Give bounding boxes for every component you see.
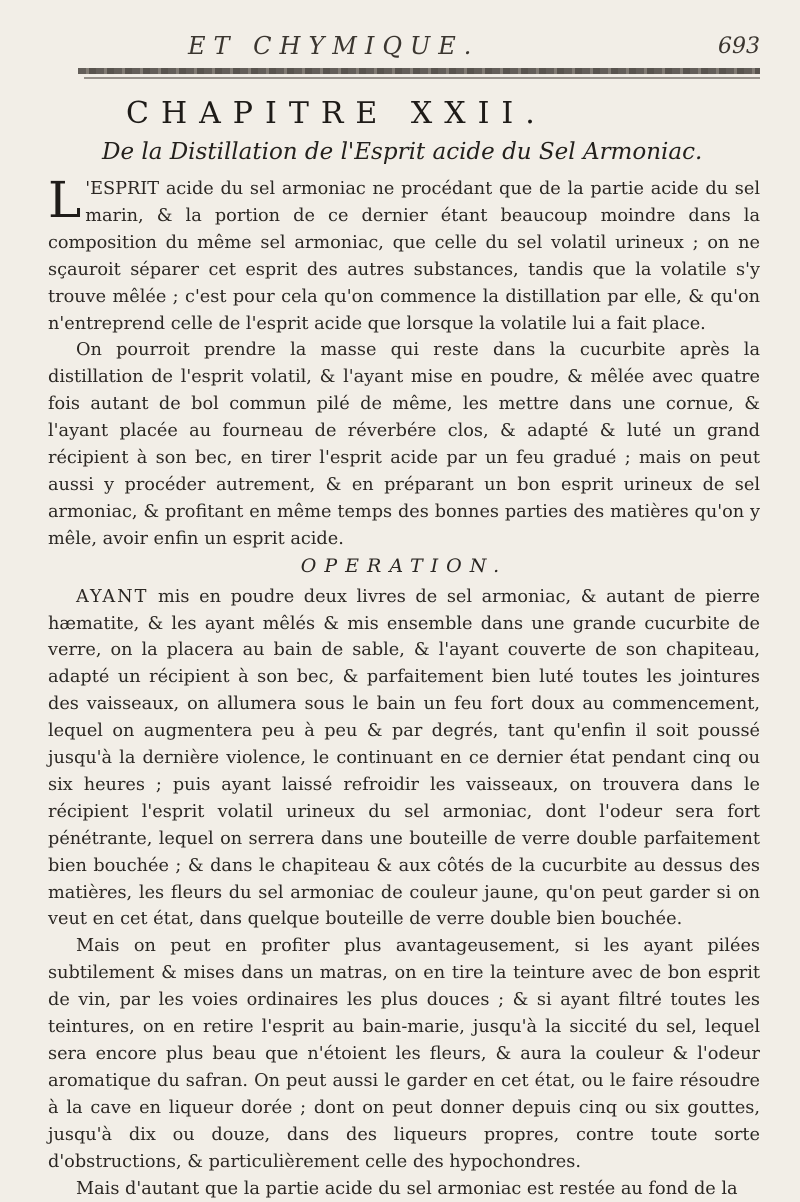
paragraph-method bbox=[48, 337, 760, 552]
paragraph-introduction bbox=[48, 171, 760, 337]
page-number: 693 bbox=[718, 34, 760, 59]
chapter-title: CHAPITRE XXII. bbox=[126, 96, 547, 131]
paragraph-text: On pourroit prendre la masse qui reste dans la cucurbite après la distillation de l'esprit volatil, & l'ayant mise en poudre, & mêlée avec quatre fois autant de bol commun pilé de même, les mettre dans une cornue, & l'ayant placée au fourneau de réverbére clos, & adapté & luté un grand récipient à son bec, en tirer l'esprit acide par un feu gradué ; mais on peut aussi y procéder autrement, & en préparant un bon esprit urineux de sel armoniac, & profitant en même temps des bonnes parties des matières qu'on y mêle, avoir enfin un esprit acide. bbox=[48, 340, 760, 549]
paragraph-text: Mais d'autant que la partie acide du sel armoniac est restée au fond de la bbox=[76, 1178, 738, 1199]
header-thin-rule bbox=[84, 77, 760, 79]
paragraph-lead-word: AYANT bbox=[76, 586, 149, 607]
paragraph-continuation bbox=[48, 1176, 760, 1202]
paragraph-advantages bbox=[48, 933, 760, 1175]
paragraph-text: Mais on peut en profiter plus avantageusement, si les ayant pilées subtilement & mises dans un matras, on en tire la teinture avec de bon esprit de vin, par les voies ordinaires les plus douces ; & si ayant filtré toutes les teintures, on en retire l'esprit au bain-marie, jusqu'à la siccité du sel, lequel sera encore plus beau que n'étoient les fleurs, & aura la couleur & l'odeur aromatique du safran. On peut aussi le garder en cet état, ou le faire résoudre à la cave en liqueur dorée ; dont on peut donner depuis cinq ou six gouttes, jusqu'à dix ou douze, dans des liqueurs propres, contre toute sorte d'obstructions, & particulièrement celle des hypochondres. bbox=[48, 936, 760, 1172]
paragraph-operation bbox=[48, 584, 760, 934]
header-ornamental-rule bbox=[78, 68, 760, 74]
paragraph-text: mis en poudre deux livres de sel armoniac, & autant de pierre hæmatite, & les ayant mêlés & mis ensemble dans une grande cucurbite de verre, on la placera au bain de sable, & l'ayant couverte de son chapiteau, adapté un récipient à son bec, & parfaitement bien luté toutes les jointures des vaisseaux, on allumera sous le bain un feu fort doux au commencement, lequel on augmentera peu à peu & par degrés, tant qu'enfin il soit poussé jusqu'à la dernière violence, le continuant en ce dernier état pendant cinq ou six heures ; puis ayant laissé refroidir les vaisseaux, on trouvera dans le récipient l'esprit volatil urineux du sel armoniac, dont l'odeur sera fort pénétrante, lequel on serrera dans une bouteille de verre double parfaitement bien bouchée ; & dans le chapiteau & aux côtés de la cucurbite au dessus des matières, les fleurs du sel armoniac de couleur jaune, qu'on peut garder si on veut en cet état, dans quelque bouteille de verre double bien bouchée. bbox=[48, 586, 760, 930]
chapter-subtitle: De la Distillation de l'Esprit acide du Sel Armoniac. bbox=[102, 139, 703, 165]
body-text bbox=[48, 171, 760, 1202]
operation-heading: OPERATION. bbox=[300, 554, 508, 577]
running-title: ET CHYMIQUE. bbox=[188, 32, 480, 60]
paragraph-text: 'ESPRIT acide du sel armoniac ne procédant que de la partie acide du sel marin, & la portion de ce dernier étant beaucoup moindre dans la composition du même sel armoniac, que celle du sel volatil urineux ; on ne sçauroit séparer cet esprit des autres substances, tandis que la volatile s'y trouve mêlée ; c'est pour cela qu'on commence la distillation par elle, & qu'on n'entreprend celle de l'esprit acide que lorsque la volatile lui a fait place. bbox=[48, 179, 760, 334]
drop-cap: L bbox=[48, 171, 82, 229]
running-header bbox=[48, 32, 760, 64]
